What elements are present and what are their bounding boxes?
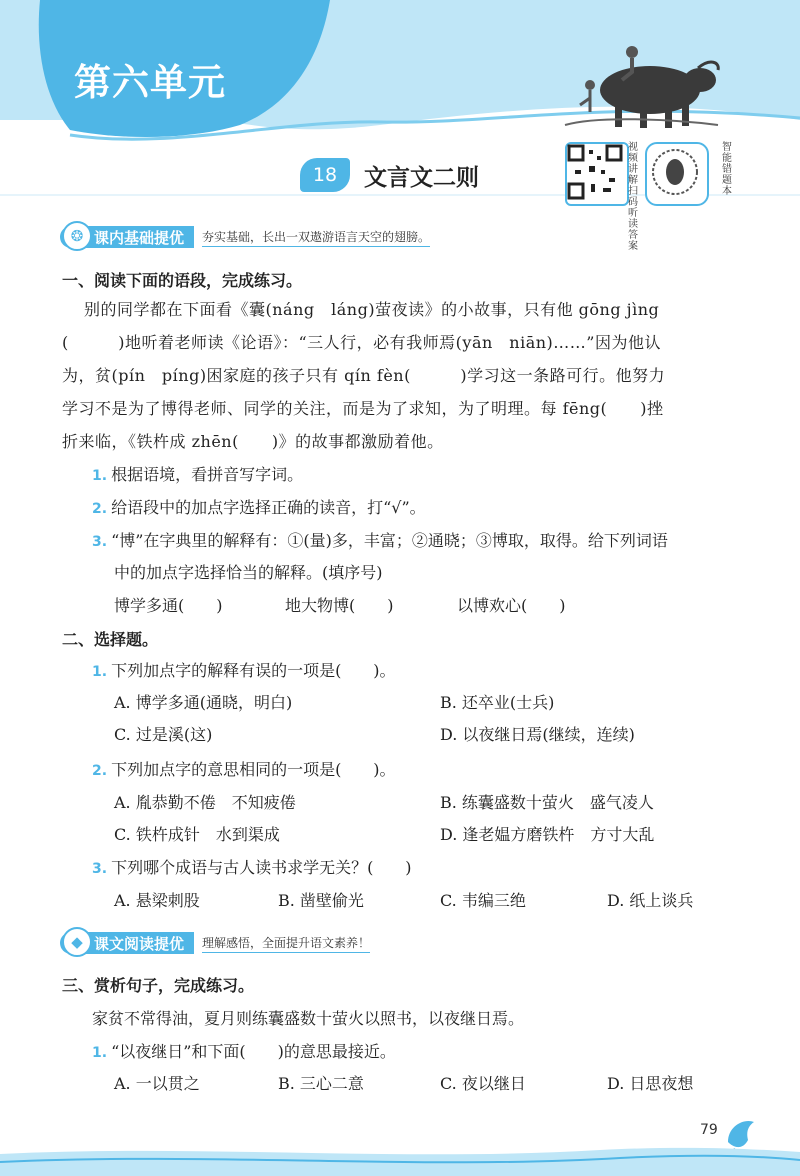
passage-line: 为，贫(pín píng)困家庭的孩子只有 qín fèn( )学习这一条路可行。他努力 xyxy=(62,366,666,385)
mc-option[interactable]: B. 练囊盛数十萤火 盛气凌人 xyxy=(440,793,654,812)
mc-option[interactable]: C. 韦编三绝 xyxy=(440,891,526,910)
question-1 xyxy=(92,1039,396,1062)
question-number: 1. xyxy=(92,1045,108,1061)
mc-question-3 xyxy=(92,855,412,878)
mc-option[interactable]: A. 博学多通(通晓，明白) xyxy=(114,693,293,712)
lesson-number-badge: 18 xyxy=(300,158,350,192)
section-motto: 理解感悟，全面提升语文素养！ xyxy=(202,934,370,953)
question-number: 1. xyxy=(92,664,108,680)
mc-option[interactable]: D. 逢老媪方磨铁杵 方寸大乱 xyxy=(440,825,655,844)
question-text: 下列加点字的解释有误的一项是( )。 xyxy=(111,661,396,680)
section-banner-basics xyxy=(60,226,430,248)
mc-option[interactable]: A. 胤恭勤不倦 不知疲倦 xyxy=(114,793,296,812)
section-tag-label: 课文阅读提优 xyxy=(94,934,185,953)
seed-icon xyxy=(647,144,703,200)
passage-line: 学习不是为了博得老师、同学的关注，而是为了求知，为了明理。每 fēng( )挫 xyxy=(62,399,664,418)
answer-blank-item[interactable]: 地大物博( ) xyxy=(285,596,394,615)
qr-left-caption: 视频讲解扫码听读答案 xyxy=(628,142,638,252)
question-number: 3. xyxy=(92,534,108,550)
footer-wave xyxy=(0,1140,800,1176)
kite-icon: ◆ xyxy=(62,927,92,957)
question-text: “博”在字典里的解释有：①(量)多，丰富；②通晓；③博取，取得。给下列词语 xyxy=(111,531,668,550)
question-3-continued: 中的加点字选择恰当的解释。(填序号) xyxy=(114,563,383,582)
mc-option[interactable]: C. 铁杵成针 水到渠成 xyxy=(114,825,280,844)
mc-option[interactable]: D. 纸上谈兵 xyxy=(607,891,694,910)
answer-blank-item[interactable]: 以博欢心( ) xyxy=(457,596,566,615)
question-text: 下列加点字的意思相同的一项是( )。 xyxy=(111,760,396,779)
part3-title: 三、赏析句子，完成练习。 xyxy=(62,976,255,995)
question-1 xyxy=(92,462,303,485)
lesson-heading xyxy=(300,158,479,192)
mc-option[interactable]: B. 凿壁偷光 xyxy=(278,891,364,910)
question-text: 下列哪个成语与古人读书求学无关？( ) xyxy=(111,858,412,877)
qr-code-error-book[interactable] xyxy=(645,142,709,206)
question-text: 给语段中的加点字选择正确的读音，打“√”。 xyxy=(111,498,426,517)
section-banner-reading xyxy=(60,932,370,954)
mc-option[interactable]: C. 过是溪(这) xyxy=(114,725,213,744)
qr-pattern-icon xyxy=(567,144,623,200)
section-tag-label: 课内基础提优 xyxy=(94,228,185,247)
mc-option[interactable]: D. 以夜继日焉(继续，连续) xyxy=(440,725,635,744)
mc-option[interactable]: B. 还卒业(士兵) xyxy=(440,693,555,712)
part1-title: 一、阅读下面的语段，完成练习。 xyxy=(62,271,303,290)
question-number: 3. xyxy=(92,861,108,877)
mc-option[interactable]: B. 三心二意 xyxy=(278,1074,364,1093)
question-text: 根据语境，看拼音写字词。 xyxy=(111,465,304,484)
section-motto: 夯实基础，长出一双遨游语言天空的翅膀。 xyxy=(202,228,430,247)
passage-line: 折来临，《铁杵成 zhēn( )》的故事都激励着他。 xyxy=(62,432,444,451)
section-tag xyxy=(60,226,194,248)
lesson-title: 文言文二则 xyxy=(364,164,479,191)
part2-title: 二、选择题。 xyxy=(62,630,159,649)
passage-line: ( )地听着老师读《论语》：“三人行，必有我师焉(yān niān)……”因为他认 xyxy=(62,333,661,352)
unit-title: 第六单元 xyxy=(74,61,226,104)
mc-option[interactable]: C. 夜以继日 xyxy=(440,1074,526,1093)
mc-option[interactable]: A. 一以贯之 xyxy=(114,1074,200,1093)
section-tag xyxy=(60,932,194,954)
shell-icon: ❂ xyxy=(62,221,92,251)
question-3 xyxy=(92,528,668,551)
question-text: “以夜继日”和下面( )的意思最接近。 xyxy=(111,1042,396,1061)
mc-question-2 xyxy=(92,757,396,780)
mc-option[interactable]: D. 日思夜想 xyxy=(607,1074,694,1093)
question-number: 2. xyxy=(92,501,108,517)
qr-right-caption: 智能错题本 xyxy=(722,142,732,197)
question-number: 2. xyxy=(92,763,108,779)
mc-question-1 xyxy=(92,658,396,681)
qr-code-video[interactable] xyxy=(565,142,629,206)
question-2 xyxy=(92,495,426,518)
passage-line: 别的同学都在下面看《囊(náng láng)萤夜读》的小故事，只有他 gōng jìng xyxy=(84,300,660,319)
mc-option[interactable]: A. 悬梁刺股 xyxy=(114,891,200,910)
answer-blank-item[interactable]: 博学多通( ) xyxy=(114,596,223,615)
quoted-sentence: 家贫不常得油，夏月则练囊盛数十萤火以照书，以夜继日焉。 xyxy=(92,1009,525,1028)
question-number: 1. xyxy=(92,468,108,484)
buffalo-illustration xyxy=(560,30,720,130)
page-number: 79 xyxy=(700,1122,718,1138)
